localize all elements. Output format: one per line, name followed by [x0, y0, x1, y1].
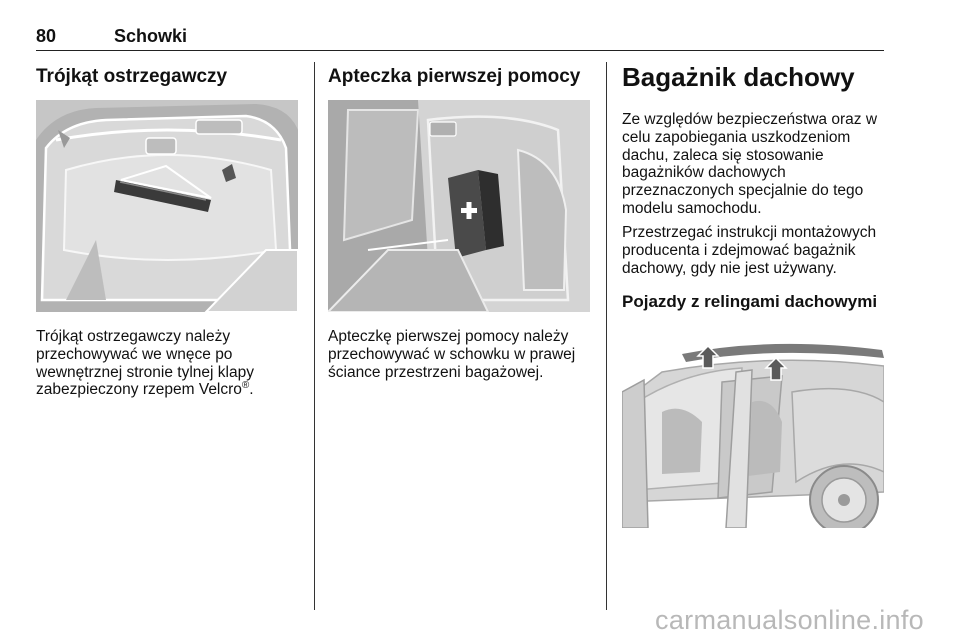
section-heading-warning-triangle: Trójkąt ostrzegawczy	[36, 66, 228, 87]
column-divider	[606, 62, 607, 610]
page-number: 80	[36, 26, 57, 46]
roof-rack-text-1: Ze względów bezpieczeństwa oraz w celu zapobiegania uszkodzeniom dachu, zaleca się stosowanie bagażników dachowych przeznaczonych specjalnie do tego modelu samochodu.	[622, 111, 878, 217]
first-aid-kit-illustration	[328, 100, 590, 312]
roof-rack-text-2: Przestrzegać instrukcji montażowych producenta i zdejmować bagażnik dachowy, gdy nie jest używany.	[622, 224, 877, 277]
warning-triangle-text: Trójkąt ostrzegawczy należy przechowywać we wnęce po wewnętrznej stronie tylnej klapy zabezpieczony rzepem Velcro®.	[36, 328, 254, 399]
section-heading-roof-rack: Bagażnik dachowy	[622, 62, 855, 92]
watermark: carmanualsonline.info	[655, 605, 924, 635]
section-heading-first-aid: Apteczka pierwszej pomocy	[328, 66, 581, 87]
subheading-roof-rails: Pojazdy z relingami dachowymi	[622, 292, 878, 311]
roof-rails-illustration	[622, 332, 884, 528]
chapter-title: Schowki	[114, 26, 188, 46]
warning-triangle-illustration	[36, 100, 298, 312]
page-header	[36, 22, 884, 51]
column-divider	[314, 62, 315, 610]
first-aid-text: Apteczkę pierwszej pomocy należy przechowywać w schowku w prawej ściance przestrzeni bagażowej.	[328, 328, 576, 381]
